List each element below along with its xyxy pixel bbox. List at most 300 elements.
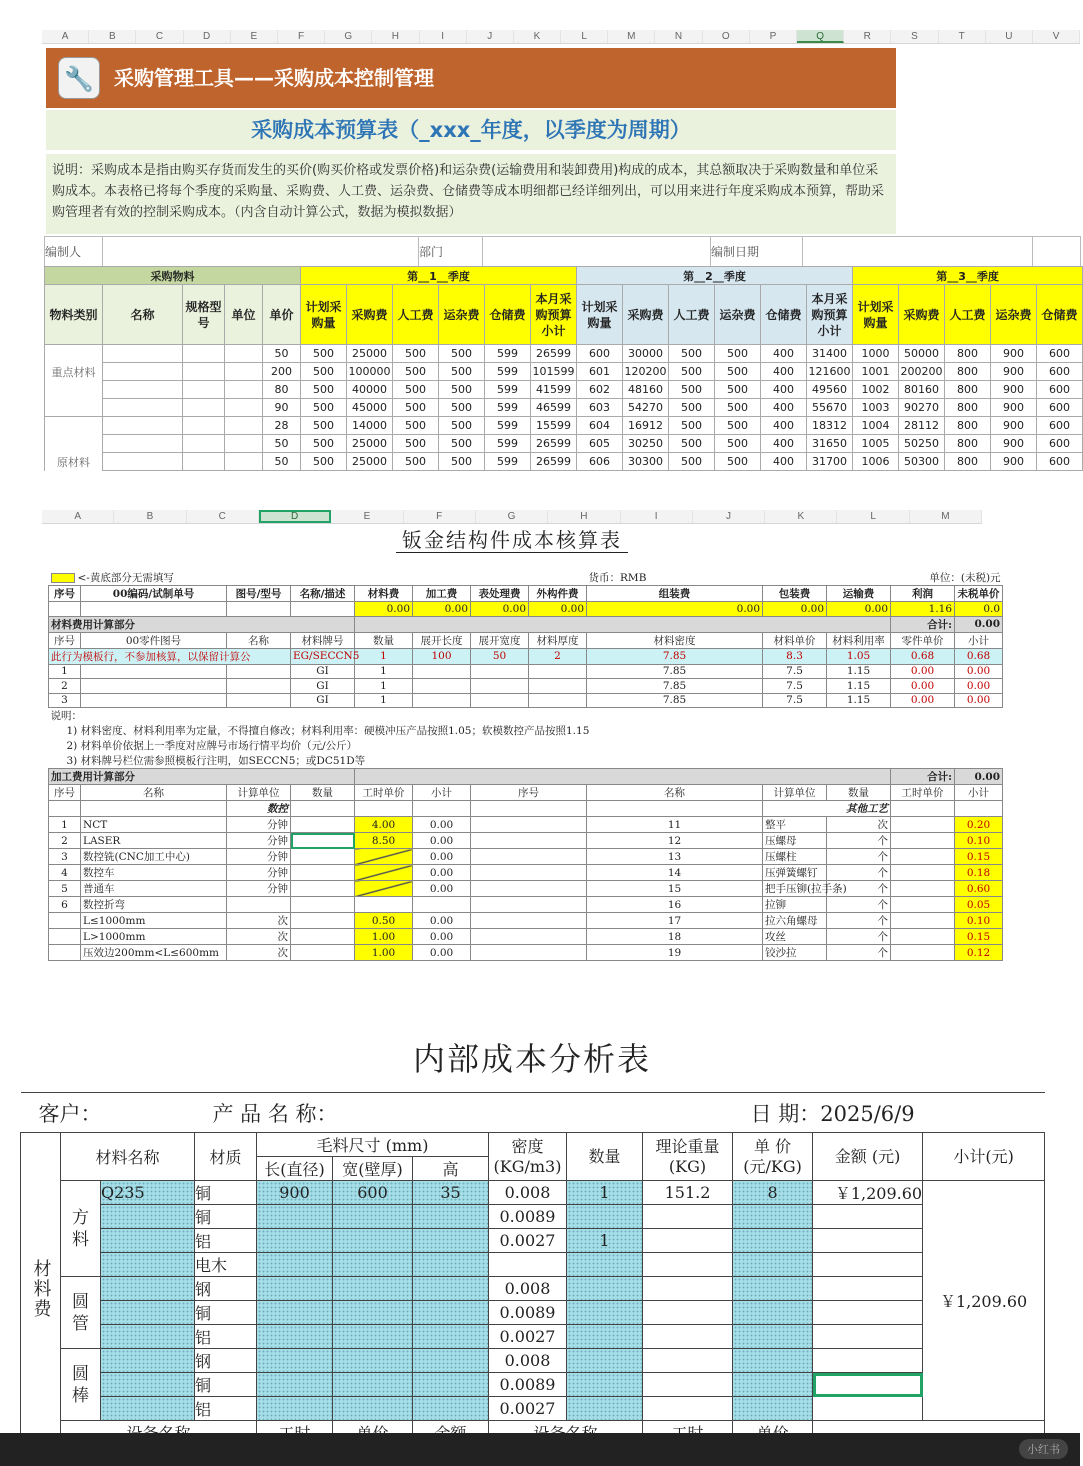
cell[interactable]	[955, 801, 1003, 817]
cell[interactable]	[81, 664, 227, 679]
value-cell[interactable]: 500	[301, 453, 347, 471]
qty[interactable]	[891, 881, 955, 897]
name-cell[interactable]	[103, 363, 183, 381]
proc-name[interactable]: L>1000mm	[81, 929, 227, 945]
cell[interactable]	[733, 1373, 813, 1397]
value-cell[interactable]: 50250	[899, 435, 945, 453]
value-cell[interactable]: 500	[393, 363, 439, 381]
top-value[interactable]: 0.00	[355, 602, 413, 617]
cell[interactable]	[567, 1205, 643, 1229]
column-header-v[interactable]: V	[1033, 30, 1080, 43]
column-header-f[interactable]: F	[278, 30, 325, 43]
unit[interactable]: 分钟	[227, 817, 291, 833]
value-cell[interactable]: 500	[715, 435, 761, 453]
qty[interactable]	[291, 833, 355, 849]
value[interactable]: 1.15	[827, 664, 891, 679]
seq[interactable]: 12	[587, 833, 763, 849]
cell[interactable]	[413, 664, 471, 679]
value-cell[interactable]: 500	[669, 453, 715, 471]
qty[interactable]	[891, 817, 955, 833]
cell[interactable]	[813, 1229, 923, 1253]
seq[interactable]: 18	[587, 929, 763, 945]
value-cell[interactable]: 1000	[853, 345, 899, 363]
value[interactable]: 0.00	[955, 693, 1003, 708]
value-cell[interactable]: 600	[1037, 435, 1083, 453]
value-cell[interactable]: 900	[991, 363, 1037, 381]
column-header-p[interactable]: P	[750, 30, 797, 43]
column-header-a[interactable]: A	[42, 510, 114, 523]
value-cell[interactable]: 500	[669, 363, 715, 381]
cell[interactable]	[333, 1397, 413, 1421]
seq[interactable]: 4	[49, 865, 81, 881]
value-cell[interactable]: 25000	[347, 435, 393, 453]
name-cell[interactable]	[103, 399, 183, 417]
value-cell[interactable]: 31700	[807, 453, 853, 471]
category-cell[interactable]	[45, 417, 103, 435]
seq[interactable]	[49, 945, 81, 961]
unit-cell[interactable]	[225, 453, 263, 471]
cell[interactable]	[643, 1349, 733, 1373]
column-header-s[interactable]: S	[891, 30, 938, 43]
seq[interactable]: 15	[587, 881, 763, 897]
name-cell[interactable]	[103, 453, 183, 471]
cell[interactable]	[101, 1205, 195, 1229]
cell[interactable]	[733, 1229, 813, 1253]
unit[interactable]: 次	[227, 913, 291, 929]
qty[interactable]	[891, 897, 955, 913]
top-value[interactable]: 0.00	[471, 602, 529, 617]
column-header-g[interactable]: G	[325, 30, 372, 43]
value-cell[interactable]: 599	[485, 453, 531, 471]
seq[interactable]: 2	[49, 833, 81, 849]
value-cell[interactable]: 599	[485, 381, 531, 399]
cell[interactable]	[257, 1301, 333, 1325]
value-cell[interactable]: 101599	[531, 363, 577, 381]
cell[interactable]	[813, 1205, 923, 1229]
seq[interactable]: 2	[49, 679, 81, 694]
rate[interactable]: 1.00	[355, 945, 413, 961]
value-cell[interactable]: 15599	[531, 417, 577, 435]
template-cell[interactable]: 50	[471, 648, 529, 664]
cell[interactable]: 0.008	[489, 1277, 567, 1301]
value-cell[interactable]: 30300	[623, 453, 669, 471]
spec-cell[interactable]	[183, 363, 225, 381]
cell[interactable]: 1	[567, 1181, 643, 1205]
unit[interactable]: 个	[827, 881, 891, 897]
grade[interactable]: GI	[291, 664, 355, 679]
value-cell[interactable]: 600	[1037, 363, 1083, 381]
value-cell[interactable]: 800	[945, 381, 991, 399]
value-cell[interactable]: 500	[715, 381, 761, 399]
seq[interactable]: 17	[587, 913, 763, 929]
cell[interactable]: 151.2	[643, 1181, 733, 1205]
cell[interactable]	[413, 693, 471, 708]
cell[interactable]	[257, 1349, 333, 1373]
value-cell[interactable]: 900	[991, 417, 1037, 435]
cell[interactable]	[101, 1277, 195, 1301]
column-header-b[interactable]: B	[114, 510, 186, 523]
rate[interactable]	[355, 881, 413, 897]
value-cell[interactable]: 600	[1037, 399, 1083, 417]
seq[interactable]: 16	[587, 897, 763, 913]
unit[interactable]: 个	[827, 913, 891, 929]
value-cell[interactable]: 45000	[347, 399, 393, 417]
value-cell[interactable]: 120200	[623, 363, 669, 381]
top-value[interactable]: 0.00	[413, 602, 471, 617]
value-cell[interactable]: 500	[439, 381, 485, 399]
unit-cell[interactable]	[225, 363, 263, 381]
cell[interactable]	[413, 679, 471, 694]
subtotal[interactable]: 0.00	[413, 881, 471, 897]
unit[interactable]: 分钟	[227, 849, 291, 865]
cell[interactable]	[81, 602, 227, 617]
value-cell[interactable]: 800	[945, 399, 991, 417]
column-header-l[interactable]: L	[561, 30, 608, 43]
value-cell[interactable]: 14000	[347, 417, 393, 435]
value-cell[interactable]: 600	[1037, 417, 1083, 435]
template-cell[interactable]: 7.85	[587, 648, 763, 664]
unit[interactable]: 个	[827, 849, 891, 865]
category-cell[interactable]	[45, 399, 103, 417]
cell[interactable]	[567, 1373, 643, 1397]
unit-cell[interactable]	[225, 399, 263, 417]
proc-name[interactable]: 把手压铆(拉手条)	[763, 881, 827, 897]
column-header-e[interactable]: E	[231, 30, 278, 43]
value-cell[interactable]: 1004	[853, 417, 899, 435]
column-header-d[interactable]: D	[259, 510, 331, 523]
cell[interactable]	[643, 1397, 733, 1421]
cell[interactable]: 铝	[195, 1397, 257, 1421]
value[interactable]: 7.85	[587, 664, 763, 679]
category-cell[interactable]	[45, 345, 103, 363]
seq[interactable]: 14	[587, 865, 763, 881]
cell[interactable]	[733, 1349, 813, 1373]
cell[interactable]	[227, 602, 291, 617]
cell[interactable]	[257, 1373, 333, 1397]
rate[interactable]: 0.15	[955, 929, 1003, 945]
value[interactable]: 7.85	[587, 679, 763, 694]
cell[interactable]	[257, 1229, 333, 1253]
value-cell[interactable]: 200	[263, 363, 301, 381]
column-header-g[interactable]: G	[476, 510, 548, 523]
cell[interactable]: 0.0089	[489, 1205, 567, 1229]
grade[interactable]: GI	[291, 693, 355, 708]
seq[interactable]: 3	[49, 693, 81, 708]
cell[interactable]	[257, 1397, 333, 1421]
cell[interactable]	[257, 1277, 333, 1301]
column-header-m[interactable]: M	[608, 30, 655, 43]
subtotal[interactable]: 0.00	[413, 913, 471, 929]
cell[interactable]: 0.0089	[489, 1301, 567, 1325]
value-cell[interactable]: 604	[577, 417, 623, 435]
value-cell[interactable]: 80160	[899, 381, 945, 399]
template-cell[interactable]: 0.68	[955, 648, 1003, 664]
qty[interactable]	[291, 881, 355, 897]
spec-cell[interactable]	[183, 345, 225, 363]
value-cell[interactable]: 1002	[853, 381, 899, 399]
cell[interactable]: 1	[567, 1229, 643, 1253]
cell[interactable]	[413, 1325, 489, 1349]
value-cell[interactable]: 200200	[899, 363, 945, 381]
value-cell[interactable]: 600	[1037, 345, 1083, 363]
value-cell[interactable]: 16912	[623, 417, 669, 435]
proc-name[interactable]: LASER	[81, 833, 227, 849]
value[interactable]: 0.00	[891, 679, 955, 694]
proc-name[interactable]: 拉铆	[763, 897, 827, 913]
cell[interactable]	[81, 679, 227, 694]
qty[interactable]	[891, 865, 955, 881]
value-cell[interactable]: 500	[439, 435, 485, 453]
cell[interactable]	[101, 1397, 195, 1421]
cell[interactable]	[587, 801, 763, 817]
value-cell[interactable]: 55670	[807, 399, 853, 417]
name-cell[interactable]	[103, 345, 183, 363]
spec-cell[interactable]	[183, 417, 225, 435]
qty[interactable]	[891, 849, 955, 865]
value-cell[interactable]: 500	[669, 345, 715, 363]
cell[interactable]	[413, 1229, 489, 1253]
value-cell[interactable]: 50	[263, 435, 301, 453]
column-header-h[interactable]: H	[548, 510, 620, 523]
cell[interactable]	[643, 1373, 733, 1397]
value-cell[interactable]: 500	[301, 435, 347, 453]
cell[interactable]	[471, 679, 529, 694]
value-cell[interactable]: 500	[301, 345, 347, 363]
value-cell[interactable]: 500	[669, 399, 715, 417]
value-cell[interactable]: 605	[577, 435, 623, 453]
proc-name[interactable]: 普通车	[81, 881, 227, 897]
cell[interactable]	[413, 1253, 489, 1277]
value-cell[interactable]: 1001	[853, 363, 899, 381]
value-cell[interactable]: 500	[715, 453, 761, 471]
date-input[interactable]	[803, 237, 1033, 267]
value-cell[interactable]: 48160	[623, 381, 669, 399]
template-cell[interactable]: EG/SECCN5	[291, 648, 355, 664]
cell[interactable]	[813, 1253, 923, 1277]
seq[interactable]: 3	[49, 849, 81, 865]
value-cell[interactable]: 49560	[807, 381, 853, 399]
rate[interactable]: 0.20	[955, 817, 1003, 833]
column-header-bar[interactable]	[42, 30, 1080, 44]
cell[interactable]	[643, 1253, 733, 1277]
spec-cell[interactable]	[183, 435, 225, 453]
qty[interactable]	[891, 945, 955, 961]
category-cell[interactable]: 原材料	[45, 453, 103, 471]
column-header-t[interactable]: T	[939, 30, 986, 43]
value-cell[interactable]: 41599	[531, 381, 577, 399]
value-cell[interactable]: 80	[263, 381, 301, 399]
cell[interactable]	[643, 1277, 733, 1301]
value-cell[interactable]: 400	[761, 453, 807, 471]
seq[interactable]: 6	[49, 897, 81, 913]
column-header-i[interactable]: I	[621, 510, 693, 523]
cell[interactable]	[227, 693, 291, 708]
cell[interactable]: 35	[413, 1181, 489, 1205]
unit-cell[interactable]	[225, 381, 263, 399]
value-cell[interactable]: 800	[945, 363, 991, 381]
value-cell[interactable]: 500	[393, 453, 439, 471]
proc-name[interactable]: 压效边200mm<L≤600mm	[81, 945, 227, 961]
column-header-u[interactable]: U	[986, 30, 1033, 43]
template-cell[interactable]: 100	[413, 648, 471, 664]
value[interactable]: 1.15	[827, 693, 891, 708]
value-cell[interactable]: 500	[301, 363, 347, 381]
category-cell[interactable]: 重点材料	[45, 363, 103, 381]
cell[interactable]: 铜	[195, 1301, 257, 1325]
value-cell[interactable]: 30000	[623, 345, 669, 363]
column-header-a[interactable]: A	[42, 30, 89, 43]
column-header-e[interactable]: E	[331, 510, 403, 523]
cell[interactable]	[333, 1301, 413, 1325]
value-cell[interactable]: 31400	[807, 345, 853, 363]
qty[interactable]	[291, 817, 355, 833]
rate[interactable]	[355, 849, 413, 865]
cell[interactable]: Q235	[101, 1181, 195, 1205]
proc-name[interactable]: NCT	[81, 817, 227, 833]
value-cell[interactable]: 30250	[623, 435, 669, 453]
value-cell[interactable]: 400	[761, 399, 807, 417]
column-header-i[interactable]: I	[420, 30, 467, 43]
qty[interactable]	[891, 913, 955, 929]
column-header-bar[interactable]	[42, 510, 982, 524]
cell[interactable]	[813, 1373, 923, 1397]
cell[interactable]: 钢	[195, 1349, 257, 1373]
cell[interactable]	[101, 1229, 195, 1253]
column-header-k[interactable]: K	[765, 510, 837, 523]
top-value[interactable]: 0.00	[827, 602, 891, 617]
cell[interactable]	[227, 679, 291, 694]
qty[interactable]	[891, 929, 955, 945]
value-cell[interactable]: 90	[263, 399, 301, 417]
cell[interactable]: 0.0089	[489, 1373, 567, 1397]
qty[interactable]	[291, 865, 355, 881]
top-value[interactable]: 0.00	[529, 602, 587, 617]
seq[interactable]: 13	[587, 849, 763, 865]
value-cell[interactable]: 500	[301, 417, 347, 435]
column-header-m[interactable]: M	[910, 510, 982, 523]
rate[interactable]: 0.05	[955, 897, 1003, 913]
qty[interactable]	[291, 929, 355, 945]
cell[interactable]	[813, 1397, 923, 1421]
cell[interactable]	[49, 602, 81, 617]
value-cell[interactable]: 100000	[347, 363, 393, 381]
value-cell[interactable]: 28	[263, 417, 301, 435]
rate[interactable]: 0.10	[955, 833, 1003, 849]
cell[interactable]	[333, 1277, 413, 1301]
proc-name[interactable]: 压螺柱	[763, 849, 827, 865]
cell[interactable]	[567, 1397, 643, 1421]
value-cell[interactable]: 800	[945, 453, 991, 471]
top-value[interactable]: 0.0	[955, 602, 1003, 617]
value-cell[interactable]: 1006	[853, 453, 899, 471]
cell[interactable]: 铜	[195, 1205, 257, 1229]
template-cell[interactable]: 2	[529, 648, 587, 664]
qty[interactable]: 1	[355, 693, 413, 708]
cell[interactable]: ￥1,209.60	[813, 1181, 923, 1205]
column-header-b[interactable]: B	[89, 30, 136, 43]
value-cell[interactable]: 599	[485, 345, 531, 363]
value-cell[interactable]: 800	[945, 345, 991, 363]
cell[interactable]	[101, 1301, 195, 1325]
cell[interactable]	[733, 1397, 813, 1421]
value-cell[interactable]: 500	[393, 381, 439, 399]
proc-name[interactable]: 数控铣(CNC加工中心)	[81, 849, 227, 865]
value-cell[interactable]: 500	[669, 435, 715, 453]
value-cell[interactable]: 500	[669, 417, 715, 435]
value-cell[interactable]: 50300	[899, 453, 945, 471]
meta-cell[interactable]	[1033, 237, 1081, 267]
cell[interactable]	[813, 1301, 923, 1325]
value-cell[interactable]: 500	[715, 399, 761, 417]
column-header-l[interactable]: L	[837, 510, 909, 523]
rate[interactable]: 0.60	[955, 881, 1003, 897]
cell[interactable]: 0.0027	[489, 1229, 567, 1253]
template-cell[interactable]: 1.05	[827, 648, 891, 664]
value-cell[interactable]: 599	[485, 363, 531, 381]
proc-name[interactable]: 压螺母	[763, 833, 827, 849]
cell[interactable]	[413, 801, 471, 817]
cell[interactable]	[567, 1349, 643, 1373]
unit[interactable]: 个	[827, 929, 891, 945]
value-cell[interactable]: 606	[577, 453, 623, 471]
cell[interactable]	[643, 1301, 733, 1325]
value[interactable]: 1.15	[827, 679, 891, 694]
cell[interactable]: 铝	[195, 1229, 257, 1253]
value-cell[interactable]: 400	[761, 381, 807, 399]
subtotal[interactable]	[413, 897, 471, 913]
name-cell[interactable]	[103, 417, 183, 435]
proc-name[interactable]: 攻丝	[763, 929, 827, 945]
spec-cell[interactable]	[183, 381, 225, 399]
dept-input[interactable]	[483, 237, 711, 267]
value-cell[interactable]: 602	[577, 381, 623, 399]
subtotal[interactable]: 0.00	[413, 833, 471, 849]
proc-name[interactable]: 压弹簧螺钉	[763, 865, 827, 881]
cell[interactable]: 钢	[195, 1277, 257, 1301]
cell[interactable]	[333, 1253, 413, 1277]
name-cell[interactable]	[103, 381, 183, 399]
qty[interactable]	[891, 833, 955, 849]
editor-input[interactable]	[103, 237, 419, 267]
qty[interactable]	[291, 913, 355, 929]
value-cell[interactable]: 500	[439, 345, 485, 363]
value-cell[interactable]: 599	[485, 435, 531, 453]
cell[interactable]	[413, 1397, 489, 1421]
rate[interactable]: 0.15	[955, 849, 1003, 865]
value[interactable]: 7.85	[587, 693, 763, 708]
top-value[interactable]: 0.00	[587, 602, 763, 617]
column-header-h[interactable]: H	[372, 30, 419, 43]
value-cell[interactable]: 500	[439, 363, 485, 381]
cell[interactable]	[733, 1325, 813, 1349]
qty[interactable]: 1	[355, 679, 413, 694]
proc-name[interactable]: 拉六角螺母	[763, 913, 827, 929]
cell[interactable]: 0.0027	[489, 1325, 567, 1349]
cell[interactable]	[81, 693, 227, 708]
cell[interactable]	[733, 1253, 813, 1277]
value-cell[interactable]: 25000	[347, 453, 393, 471]
cell[interactable]	[643, 1325, 733, 1349]
cell[interactable]	[643, 1205, 733, 1229]
value-cell[interactable]: 50000	[899, 345, 945, 363]
value-cell[interactable]: 500	[393, 435, 439, 453]
cell[interactable]	[471, 693, 529, 708]
cell[interactable]	[49, 801, 81, 817]
value-cell[interactable]: 800	[945, 435, 991, 453]
cell[interactable]: 600	[333, 1181, 413, 1205]
cell[interactable]	[413, 1373, 489, 1397]
value[interactable]: 7.5	[763, 664, 827, 679]
